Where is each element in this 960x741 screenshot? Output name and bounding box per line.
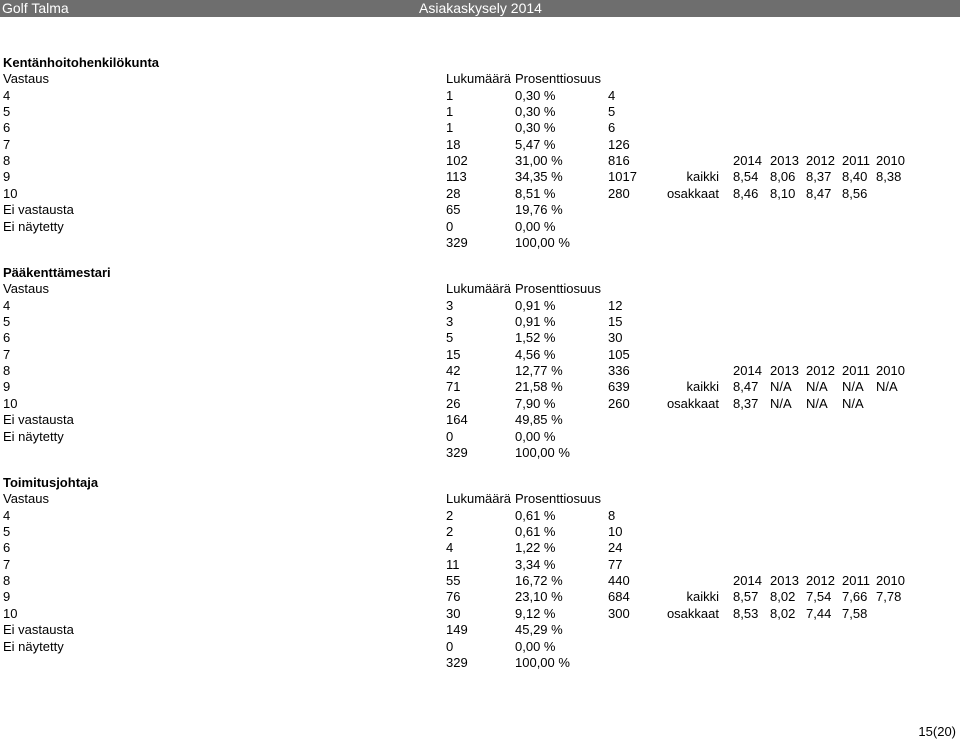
comparison-year-cell: N/A <box>806 395 828 411</box>
weighted-value-cell: 77 <box>608 556 623 572</box>
answer-cell: 9 <box>3 169 11 185</box>
percentage-cell: 16,72 % <box>515 573 563 589</box>
table-row <box>0 540 960 556</box>
comparison-year-cell: 8,02 <box>770 589 796 605</box>
column-header-answer: Vastaus <box>3 71 50 87</box>
answer-cell: 5 <box>3 314 11 330</box>
count-cell: 113 <box>446 169 467 185</box>
section-title: Kentänhoitohenkilökunta <box>3 55 159 70</box>
comparison-group-cell: osakkaat <box>666 395 719 411</box>
table-row <box>0 429 960 445</box>
comparison-year-cell: 7,44 <box>806 605 832 621</box>
count-cell: 4 <box>446 540 454 556</box>
percentage-cell: 0,30 % <box>515 120 556 136</box>
answer-cell: 9 <box>3 379 11 395</box>
table-row <box>0 639 960 655</box>
comparison-year-cell: N/A <box>770 395 792 411</box>
comparison-year-cell: 7,54 <box>806 589 832 605</box>
percentage-cell: 0,30 % <box>515 87 556 103</box>
count-cell: 3 <box>446 314 454 330</box>
answer-cell: 10 <box>3 185 18 201</box>
percentage-cell: 1,22 % <box>515 540 556 556</box>
count-cell: 5 <box>446 330 454 346</box>
comparison-group-cell: osakkaat <box>666 185 719 201</box>
percentage-cell: 8,51 % <box>515 185 556 201</box>
comparison-year-cell: 2013 <box>770 573 799 589</box>
section-title: Toimitusjohtaja <box>3 475 99 490</box>
table-row <box>0 573 960 589</box>
comparison-year-cell: 8,38 <box>876 169 902 185</box>
weighted-value-cell: 30 <box>608 330 623 346</box>
comparison-year-cell: 2010 <box>876 363 905 379</box>
percentage-cell: 23,10 % <box>515 589 563 605</box>
table-row <box>0 445 960 461</box>
column-header-answer: Vastaus <box>3 491 50 507</box>
table-row <box>0 606 960 622</box>
column-header-percentage: Prosenttiosuus <box>515 491 601 507</box>
comparison-year-cell: N/A <box>806 379 828 395</box>
table-row <box>0 202 960 218</box>
comparison-year-cell: 2012 <box>806 573 835 589</box>
column-header-count: Lukumäärä <box>446 71 512 87</box>
answer-cell: 4 <box>3 507 11 523</box>
table-row <box>0 347 960 363</box>
comparison-year-cell: 2014 <box>733 153 762 169</box>
count-cell: 329 <box>446 234 468 250</box>
weighted-value-cell: 8 <box>608 507 616 523</box>
table-header-row <box>0 281 960 297</box>
count-cell: 15 <box>446 346 461 362</box>
column-header-answer: Vastaus <box>3 281 50 297</box>
table-row <box>0 622 960 638</box>
answer-cell: 10 <box>3 605 18 621</box>
table-row <box>0 396 960 412</box>
comparison-year-cell: N/A <box>876 379 898 395</box>
count-cell: 3 <box>446 297 454 313</box>
comparison-group-cell: osakkaat <box>666 605 719 621</box>
percentage-cell: 100,00 % <box>515 234 570 250</box>
table-row <box>0 330 960 346</box>
weighted-value-cell: 5 <box>608 104 616 120</box>
answer-cell: 8 <box>3 363 11 379</box>
answer-cell: Ei näytetty <box>3 218 64 234</box>
count-cell: 329 <box>446 444 468 460</box>
table-row <box>0 524 960 540</box>
count-cell: 1 <box>446 104 454 120</box>
comparison-year-cell: 2010 <box>876 153 905 169</box>
count-cell: 26 <box>446 395 461 411</box>
comparison-year-cell: N/A <box>842 395 864 411</box>
percentage-cell: 1,52 % <box>515 330 556 346</box>
percentage-cell: 34,35 % <box>515 169 563 185</box>
weighted-value-cell: 816 <box>608 153 630 169</box>
weighted-value-cell: 684 <box>608 589 630 605</box>
count-cell: 149 <box>446 622 468 638</box>
answer-cell: Ei vastausta <box>3 622 74 638</box>
count-cell: 0 <box>446 218 454 234</box>
count-cell: 2 <box>446 524 454 540</box>
table-row <box>0 298 960 314</box>
comparison-year-cell: 7,78 <box>876 589 902 605</box>
answer-cell: 5 <box>3 104 11 120</box>
table-row <box>0 379 960 395</box>
comparison-year-cell: 8,37 <box>806 169 832 185</box>
page-header <box>0 0 960 17</box>
weighted-value-cell: 300 <box>608 605 630 621</box>
percentage-cell: 100,00 % <box>515 444 570 460</box>
comparison-year-cell: 2010 <box>876 573 905 589</box>
percentage-cell: 9,12 % <box>515 605 556 621</box>
table-row <box>0 169 960 185</box>
comparison-year-cell: 8,54 <box>733 169 759 185</box>
table-row <box>0 104 960 120</box>
percentage-cell: 0,91 % <box>515 314 556 330</box>
answer-cell: 4 <box>3 87 11 103</box>
table-row <box>0 655 960 671</box>
count-cell: 329 <box>446 654 468 670</box>
count-cell: 71 <box>446 379 461 395</box>
header-company: Golf Talma <box>2 0 69 16</box>
percentage-cell: 45,29 % <box>515 622 563 638</box>
table-row <box>0 412 960 428</box>
table-row <box>0 314 960 330</box>
table-row <box>0 186 960 202</box>
percentage-cell: 5,47 % <box>515 136 556 152</box>
comparison-year-cell: 8,06 <box>770 169 796 185</box>
comparison-year-cell: N/A <box>842 379 864 395</box>
answer-cell: 7 <box>3 346 11 362</box>
comparison-year-cell: N/A <box>770 379 792 395</box>
count-cell: 1 <box>446 120 454 136</box>
answer-cell: Ei vastausta <box>3 202 74 218</box>
answer-cell: Ei näytetty <box>3 638 64 654</box>
comparison-year-cell: 2011 <box>842 153 870 169</box>
weighted-value-cell: 12 <box>608 297 623 313</box>
column-header-count: Lukumäärä <box>446 281 512 297</box>
percentage-cell: 0,30 % <box>515 104 556 120</box>
weighted-value-cell: 6 <box>608 120 616 136</box>
count-cell: 76 <box>446 589 461 605</box>
comparison-year-cell: 8,57 <box>733 589 759 605</box>
percentage-cell: 19,76 % <box>515 202 563 218</box>
answer-cell: 4 <box>3 297 11 313</box>
count-cell: 0 <box>446 638 454 654</box>
percentage-cell: 0,00 % <box>515 218 556 234</box>
percentage-cell: 0,91 % <box>515 297 556 313</box>
table-row <box>0 137 960 153</box>
percentage-cell: 0,61 % <box>515 507 556 523</box>
answer-cell: 6 <box>3 330 11 346</box>
answer-cell: Ei näytetty <box>3 428 64 444</box>
percentage-cell: 0,00 % <box>515 428 556 444</box>
percentage-cell: 31,00 % <box>515 153 563 169</box>
column-header-percentage: Prosenttiosuus <box>515 281 601 297</box>
comparison-year-cell: 8,47 <box>733 379 759 395</box>
comparison-year-cell: 8,47 <box>806 185 832 201</box>
table-row <box>0 219 960 235</box>
table-header-row <box>0 71 960 87</box>
comparison-year-cell: 2012 <box>806 363 835 379</box>
percentage-cell: 0,61 % <box>515 524 556 540</box>
answer-cell: 7 <box>3 556 11 572</box>
comparison-year-cell: 7,58 <box>842 605 868 621</box>
answer-cell: 6 <box>3 120 11 136</box>
count-cell: 11 <box>446 556 460 572</box>
percentage-cell: 3,34 % <box>515 556 556 572</box>
table-row <box>0 363 960 379</box>
table-row <box>0 508 960 524</box>
comparison-year-cell: 8,53 <box>733 605 759 621</box>
comparison-year-cell: 2014 <box>733 573 762 589</box>
column-header-percentage: Prosenttiosuus <box>515 71 601 87</box>
percentage-cell: 21,58 % <box>515 379 563 395</box>
percentage-cell: 0,00 % <box>515 638 556 654</box>
percentage-cell: 12,77 % <box>515 363 563 379</box>
weighted-value-cell: 126 <box>608 136 630 152</box>
answer-cell: Ei vastausta <box>3 412 74 428</box>
count-cell: 1 <box>446 87 454 103</box>
answer-cell: 5 <box>3 524 11 540</box>
comparison-group-cell: kaikki <box>686 589 719 605</box>
column-header-count: Lukumäärä <box>446 491 512 507</box>
percentage-cell: 4,56 % <box>515 346 556 362</box>
answer-cell: 9 <box>3 589 11 605</box>
comparison-year-cell: 8,46 <box>733 185 759 201</box>
weighted-value-cell: 336 <box>608 363 630 379</box>
comparison-year-cell: 8,10 <box>770 185 796 201</box>
table-header-row <box>0 491 960 507</box>
weighted-value-cell: 260 <box>608 395 630 411</box>
count-cell: 102 <box>446 153 468 169</box>
header-document-title: Asiakaskysely 2014 <box>419 0 542 16</box>
weighted-value-cell: 280 <box>608 185 630 201</box>
weighted-value-cell: 4 <box>608 87 616 103</box>
comparison-group-cell: kaikki <box>686 379 719 395</box>
table-row <box>0 235 960 251</box>
answer-cell: 6 <box>3 540 11 556</box>
weighted-value-cell: 105 <box>608 346 630 362</box>
comparison-year-cell: 2013 <box>770 363 799 379</box>
comparison-year-cell: 8,56 <box>842 185 868 201</box>
weighted-value-cell: 440 <box>608 573 630 589</box>
percentage-cell: 49,85 % <box>515 412 563 428</box>
comparison-year-cell: 2012 <box>806 153 835 169</box>
count-cell: 28 <box>446 185 461 201</box>
answer-cell: 7 <box>3 136 11 152</box>
comparison-year-cell: 8,02 <box>770 605 796 621</box>
comparison-year-cell: 7,66 <box>842 589 868 605</box>
table-row <box>0 557 960 573</box>
table-row <box>0 88 960 104</box>
answer-cell: 8 <box>3 153 11 169</box>
percentage-cell: 100,00 % <box>515 654 570 670</box>
comparison-year-cell: 2011 <box>842 363 870 379</box>
weighted-value-cell: 10 <box>608 524 623 540</box>
comparison-year-cell: 2011 <box>842 573 870 589</box>
count-cell: 18 <box>446 136 461 152</box>
weighted-value-cell: 639 <box>608 379 630 395</box>
count-cell: 2 <box>446 507 454 523</box>
count-cell: 164 <box>446 412 468 428</box>
count-cell: 65 <box>446 202 461 218</box>
comparison-year-cell: 8,40 <box>842 169 868 185</box>
count-cell: 42 <box>446 363 461 379</box>
count-cell: 0 <box>446 428 454 444</box>
table-row <box>0 120 960 136</box>
answer-cell: 10 <box>3 395 18 411</box>
weighted-value-cell: 1017 <box>608 169 637 185</box>
count-cell: 55 <box>446 573 461 589</box>
comparison-year-cell: 8,37 <box>733 395 759 411</box>
comparison-group-cell: kaikki <box>686 169 719 185</box>
weighted-value-cell: 24 <box>608 540 623 556</box>
table-row <box>0 589 960 605</box>
answer-cell: 8 <box>3 573 11 589</box>
weighted-value-cell: 15 <box>608 314 623 330</box>
percentage-cell: 7,90 % <box>515 395 556 411</box>
page-number: 15(20) <box>918 724 956 739</box>
table-row <box>0 153 960 169</box>
count-cell: 30 <box>446 605 461 621</box>
section-title: Pääkenttämestari <box>3 265 111 280</box>
comparison-year-cell: 2013 <box>770 153 799 169</box>
comparison-year-cell: 2014 <box>733 363 762 379</box>
